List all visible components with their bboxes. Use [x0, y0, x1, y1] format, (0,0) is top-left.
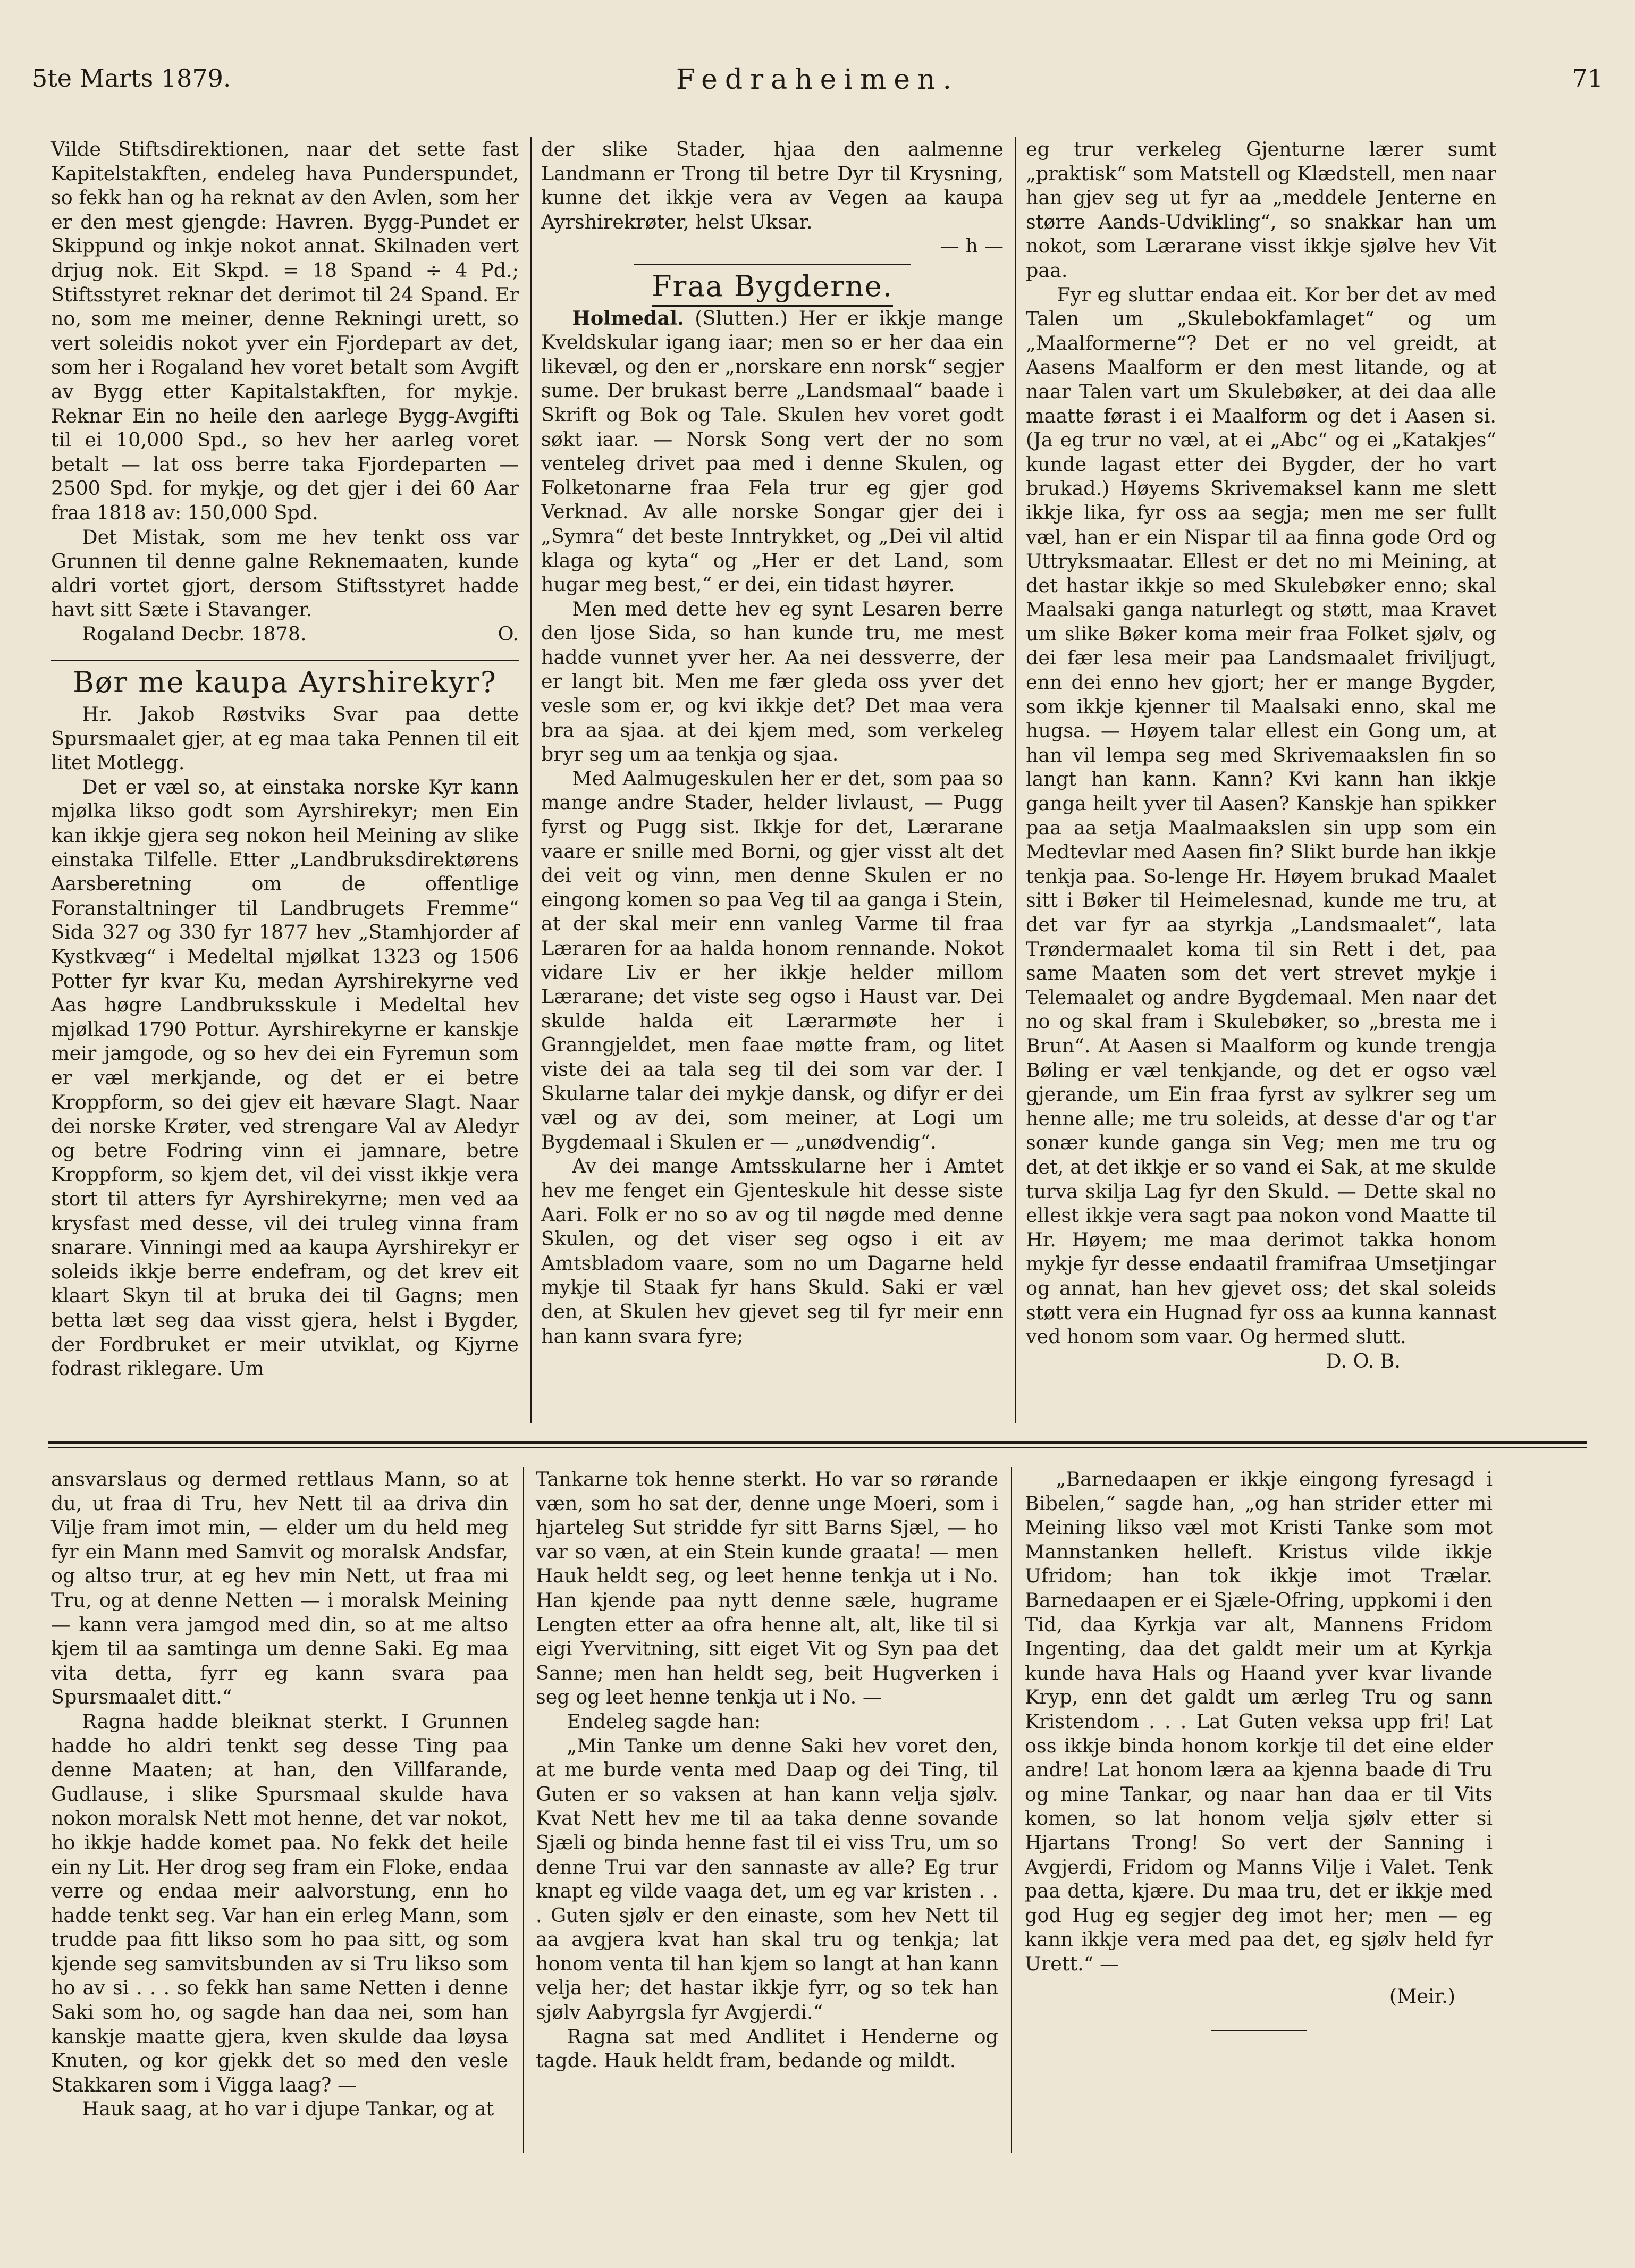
upper-column-1: [51, 137, 519, 1381]
article-paragraph: Men med dette hev eg synt Lesaren berre den ljose Sida, so han kunde tru, me mest hadde vunnet yver her. Aa nei dessverre, der er langt bit. Men me fær gleda oss yver det vesle som er, og kvi ikkje det? Det maa vera bra aa sjaa. at dei kjem med, som verkeleg bryr seg um aa tenkja og sjaa.: [541, 597, 1004, 766]
section-divider: [51, 660, 519, 661]
upper-column-2: [541, 137, 1004, 1348]
signature-initial: O.: [498, 622, 519, 645]
article-signature: D. O. B.: [1326, 1349, 1401, 1372]
story-paragraph: Ragna hadde bleiknat sterkt. I Grunnen hadde ho aldri tenkt seg desse Ting paa denne Maaten; at han, den Villfarande, Gudlause, i slike Spursmaal skulde hava nokon moralsk Nett mot henne, det var nokot, ho ikkje hadde komet paa. No fekk det heile ein ny Lit. Her drog seg fram ein Floke, endaa verre og endaa meir aalvorstung, enn ho hadde tenkt seg. Var han ein erleg Mann, som trudde paa fitt likso som ho paa sitt, og som kjende seg samvitsbunden av si Tru likso som ho av si . . . so fekk han same Netten i denne Saki som ho, og sagde han daa nei, som han kanskje maatte gjera, kven skulde daa løysa Knuten, og kor gjekk det so med den vesle Stakkaren som i Vigga laag? —: [51, 1709, 508, 2096]
column-rule: [530, 137, 532, 1423]
article-paragraph: Med Aalmugeskulen her er det, som paa so mange andre Stader, helder livlaust, — Pugg fyrst og Pugg sist. Ikkje for det, Lærarane vaare er snille med Borni, og gjer visst alt det dei veit og vinn, men denne Skulen er no eingong komen so paa Veg til aa ganga i Stein, at der skal meir enn vanleg Varme til fraa Læraren for aa halda honom rennande. Nokot vidare Liv er her ikkje helder millom Lærarane; det viste seg ogso i Haust var. Dei skulde halda eit Lærarmøte her i Granngjeldet, men faae møtte fram, og litet viste dei aa tala seg til dei som var der. I Skularne talar dei mykje dansk, og difyr er dei væl og av dei, som meiner, at Logi um Bygdemaal i Skulen er — „unødvendig“.: [541, 766, 1004, 1153]
story-paragraph: „Barnedaapen er ikkje eingong fyresagd i Bibelen,“ sagde han, „og han strider etter mi Meining likso væl mot Kristi Tanke som mot Mannstanken helleft. Kristus vilde ikkje Ufridom; han tok ikkje imot Trælar. Barnedaapen er ei Sjæle-Ofring, uppkomi i den Tid, daa Kyrkja var alt, Mannens Fridom Ingenting, daa det galdt meir um at Kyrkja kunde hava Hals og Haand yver kvar livande Kryp, enn det galdt um ærleg Tru og sann Kristendom . . . Lat Guten veksa upp fri! Lat oss ikkje binda honom korkje til det eine elder andre! Lat honom læra aa kjenna baade di Tru og mine Tankar, og naar han daa er til Vits komen, so lat honom velja sjølv etter si Hjartans Trong! So vert der Sanning i Avgjerdi, Fridom og Manns Vilje i Valet. Tenk paa detta, kjære. Du maa tru, det er ikkje med god Hug eg segjer deg imot her; men — eg kann ikkje vera med paa det, eg sjølv held fyr Urett.“ —: [1025, 1468, 1493, 1975]
story-paragraph: Endeleg sagde han:: [567, 1709, 761, 1733]
section-heading: [541, 269, 1004, 303]
page-header: [32, 64, 1603, 112]
story-paragraph: Hauk saag, at ho var i djupe Tankar, og at: [82, 2097, 494, 2121]
article-paragraph: Det Mistak, som me hev tenkt oss var Grunnen til denne galne Reknemaaten, kunde aldri vortet gjort, dersom Stiftsstyret hadde havt sitt Sæte i Stavanger.: [51, 525, 519, 621]
story-paragraph: Tankarne tok henne sterkt. Ho var so rørande væn, som ho sat der, denne unge Moeri, som i hjarteleg Sut stridde fyr sitt Barns Sjæl, — ho var so væn, at ein Stein kunde graata! — men Hauk heldt seg, og leet henne tenkja ut i No. Han kjende paa nytt denne sæle, hugrame Lengten etter aa ofra henne alt, alt, like til si eigi Yvervitning, sitt eiget Vit og Syn paa det Sanne; men han heldt seg, beit Hugverken i seg og leet henne tenkja ut i No. —: [536, 1468, 998, 1709]
lower-column-3: [1025, 1467, 1493, 2031]
article-paragraph: Det er væl so, at einstaka norske Kyr kann mjølka likso godt som Ayrshirekyr; men Ein kan ikkje gjera seg nokon heil Meining av slike einstaka Tilfelle. Etter „Landbruksdirektørens Aarsberetning om de offentlige Foranstaltninger til Landbrugets Fremme“ Sida 327 og 330 fyr 1877 hev „Stamhjorder af Kystkvæg“ i Medeltal mjølkat 1323 og 1506 Potter fyr kvar Ku, medan Ayrshirekyrne ved Aas høgre Landbruksskule i Medeltal hev mjølkad 1790 Pottur. Ayrshirekyrne er kanskje meir jamgode, og so hev dei ein Fyremun som er væl merkjande, og det er ei betre Kroppform, so dei gjev eit hævare Slagt. Naar dei norske Krøter, ved strengare Val av Aledyr og betre Fodring vinn ei jamnare, betre Kroppform, so kjem det, vil dei visst ikkje vera stort til atters fyr Ayrshirekyrne; men ved aa krysfast med desse, vil dei truleg vinna fram snarare. Vinningi med aa kaupa Ayrshirekyr er soleids ikkje berre endefram, og det krev eit klaart Skyn til at bruka dei til Gagns; men betta læt seg daa visst gjera, helst i Bygder, der Fordbruket er meir utviklat, og Kjyrne fodrast riklegare. Um: [51, 775, 519, 1380]
section-divider: [634, 264, 911, 265]
dateline-place: Holmedal.: [572, 306, 684, 330]
page-number: 71: [1572, 64, 1603, 92]
article-signature: [51, 622, 519, 646]
lower-column-1: [51, 1467, 508, 2121]
continued-marker: (Meir.): [1389, 1985, 1455, 2008]
article-paragraph: [541, 306, 1004, 597]
end-rule: [1211, 2030, 1307, 2031]
article-paragraph: eg trur verkeleg Gjenturne lærer sumt „praktisk“ som Matstell og Klædstell, men naar han gjev seg ut fyr aa „meddele Jenterne en større Aands-Udvikling“, so snakkar han um nokot, som Lærarane visst ikkje sjølve hev Vit paa.: [1026, 138, 1496, 282]
article-paragraph: Fyr eg sluttar endaa eit. Kor ber det av med Talen um „Skulebokfamlaget“ og um „Maalformerne“? Det er no vel greidt, at Aasens Maalform er den mest litande, og at naar Talen vart um Skulebøker, at dei daa alle maatte førast i ei Maalform og det i Aasen si. (Ja eg trur no væl, at ei „Abc“ og ei „Katakjes“ kunde lagast etter dei Bygder, der ho vart brukad.) Høyems Skrivemaksel kann me slett ikkje lika, fyr oss aa segja; men me ser fullt væl, han er ein Nispar til aa finna gode Ord og Uttryksmaatar. Ellest er det no mi Meining, at det hastar ikkje so med Skulebøker enno; skal Maalsaki ganga naturlegt og støtt, maa Kravet um slike Bøker koma meir fraa Folket sjølv, og dei fær lesa meir paa Landsmaalet friviljugt, enn dei enno hev gjort; her er mange Bygder, som ikkje kjenner til Maalsaki enno, skal me hugsa. — Høyem talar ellest ein Gong um, at han vil lempa seg med Skrivemaakslen fin so langt han kann. Kann? Kvi kann han ikkje ganga heilt yver til Aasen? Kanskje han spikker paa aa setja Maalmaakslen sin upp som ein Medtevlar med Aasen fin? Slikt burde han ikkje tenkja paa. So-lenge Hr. Høyem brukad Maalet sitt i Bøker til Heimelesnad, kunde me tru, at det var fyr aa styrkja „Landsmaalet“, lata Trøndermaalet koma til sin Rett i det, paa same Maaten som det vert strevet mykje i Telemaalet og andre Bygdemaal. Men naar det no og skal fram i Skulebøker, so „bresta me i Brun“. At Aasen si Maalform og kunde trengja Bøling er væl tenkjande, og det er ogso væl gjerande, um Ein fraa fyrst av sylkrer seg um henne alle; me tru soleids, at desse d'ar og t'ar sonær kunde ganga sin Veg; men me tru og det, at det ikkje er so vand ei Sak, at me skulde turva skilja Lag fyr den Skuld. — Dette skal no ellest ikkje vera sagt paa nokon vond Maatte til Hr. Høyem; me maa derimot takka honom mykje fyr desse endaatil framifraa Umsetjingar og annat, han hev gjevet oss; det skal soleids støtt vera ein Hugnad fyr oss aa kunna kannast ved honom som vaar. Og hermed slutt.: [1026, 283, 1496, 1348]
article-heading: Bør me kaupa Ayrshirekyr?: [73, 665, 497, 699]
masthead-title: Fedraheimen.: [676, 64, 959, 96]
article-paragraph: Hr. Jakob Røstviks Svar paa dette Spursmaalet gjer, at eg maa taka Pennen til eit litet Motlegg.: [51, 703, 519, 774]
story-paragraph: ansvarslaus og dermed rettlaus Mann, so at du, ut fraa di Tru, hev Nett til aa driva din Vilje fram imot min, — elder um du held meg fyr ein Mann med Samvit og moralsk Andsfar, og altso trur, at eg hev min Nett, ut fraa mi Tru, og at denne Netten — i moralsk Meining — kann vera jamgod med din, so at me altso kjem til aa samtinga um denne Saki. Eg maa vita detta, fyrr eg kann svara paa Spursmaalet ditt.“: [51, 1468, 508, 1709]
page-section-divider: [48, 1441, 1587, 1444]
section-heading-text: Fraa Bygderne.: [652, 269, 893, 307]
story-paragraph: Ragna sat med Andlitet i Henderne og tagde. Hauk heldt fram, bedande og mildt.: [536, 2025, 998, 2072]
page-section-divider: [48, 1447, 1587, 1448]
column-rule: [1011, 1467, 1012, 2153]
story-paragraph: „Min Tanke um denne Saki hev voret den, at me burde venta med Daap og dei Ting, til Guten er so vaksen at han kann velja sjølv. Kvat Nett hev me til aa taka denne sovande Sjæli og binda henne fast til ei viss Tru, um so denne Trui var den sannaste av alle? Eg trur knapt eg vilde vaaga det, um eg var kristen . . . Guten sjølv er den einaste, som hev Nett til aa avgjera kvat han skal tru og tenkja; lat honom venta til han kjem so langt at han kann velja her; det hastar ikkje fyrr, og so tek han sjølv Aabyrgsla fyr Avgjerdi.“: [536, 1734, 998, 2024]
article-paragraph: Vilde Stiftsdirektionen, naar det sette fast Kapitelstakften, endeleg hava Punderspundet, so fekk han og ha reknat av den Avlen, som her er den mest gjengde: Havren. Bygg-Pundet er Skippund og inkje nokot annat. Skilnaden vert drjug nok. Eit Skpd. = 18 Spand ÷ 4 Pd.; Stiftsstyret reknar det derimot til 24 Spand. Er no, som me meiner, denne Rekningi urett, so vert soleidis nokot yver ein Fjordepart av det, som her i Rogaland hev voret betalt som Avgift av Bygg etter Kapitalstakften, for mykje. Reknar Ein no heile den aarlege Bygg-Avgifti til ei 10,000 Spd., so hev her aarleg voret betalt — lat oss berre taka Fjordeparten — 2500 Spd. for mykje, og det gjer i dei 60 Aar fraa 1818 av: 150,000 Spd.: [51, 138, 519, 524]
upper-column-3: [1026, 137, 1496, 1373]
issue-date: 5te Marts 1879.: [32, 64, 231, 92]
column-rule: [1015, 137, 1016, 1423]
paragraph-text: (Slutten.) Her er ikkje mange Kveldskular igang iaar; men so er her daa ein likevæl, og den er „norskare enn norsk“ segjer sume. Der brukast berre „Landsmaal“ baade i Skrift og Bok og Tale. Skulen hev voret godt søkt iaar. — Norsk Song vert der no som venteleg drivet paa med i denne Skulen, og Folketonarne fraa Fela trur eg gjer god Verknad. Av alle norske Songar gjer dei i „Symra“ det beste Inntrykket, og „Dei vil altid klaga og kyta“ og „Her er det Land, som hugar meg best,“ er dei, ein tidast høyrer.: [541, 306, 1004, 596]
article-paragraph: Av dei mange Amtsskularne her i Amtet hev me fenget ein Gjenteskule hit desse siste Aari. Folk er no so av og til nøgde med denne Skulen, og det viser seg ogso i eit av Amtsbladom vaare, som no um Dagarne held mykje til Staak fyr hans Skuld. Saki er væl den, at Skulen hev gjevet seg til fyr meir enn han kann svara fyre;: [541, 1154, 1004, 1347]
article-paragraph: der slike Stader, hjaa den aalmenne Landmann er Trong til betre Dyr til Krysning, kunne det ikkje vera av Vegen aa kaupa Ayrshirekrøter, helst Uksar.: [541, 138, 1004, 233]
article-signature: — h —: [940, 234, 1004, 258]
signature-place-date: Rogaland Decbr. 1878.: [82, 622, 307, 645]
lower-column-2: [536, 1467, 998, 2073]
column-rule: [523, 1467, 524, 2153]
